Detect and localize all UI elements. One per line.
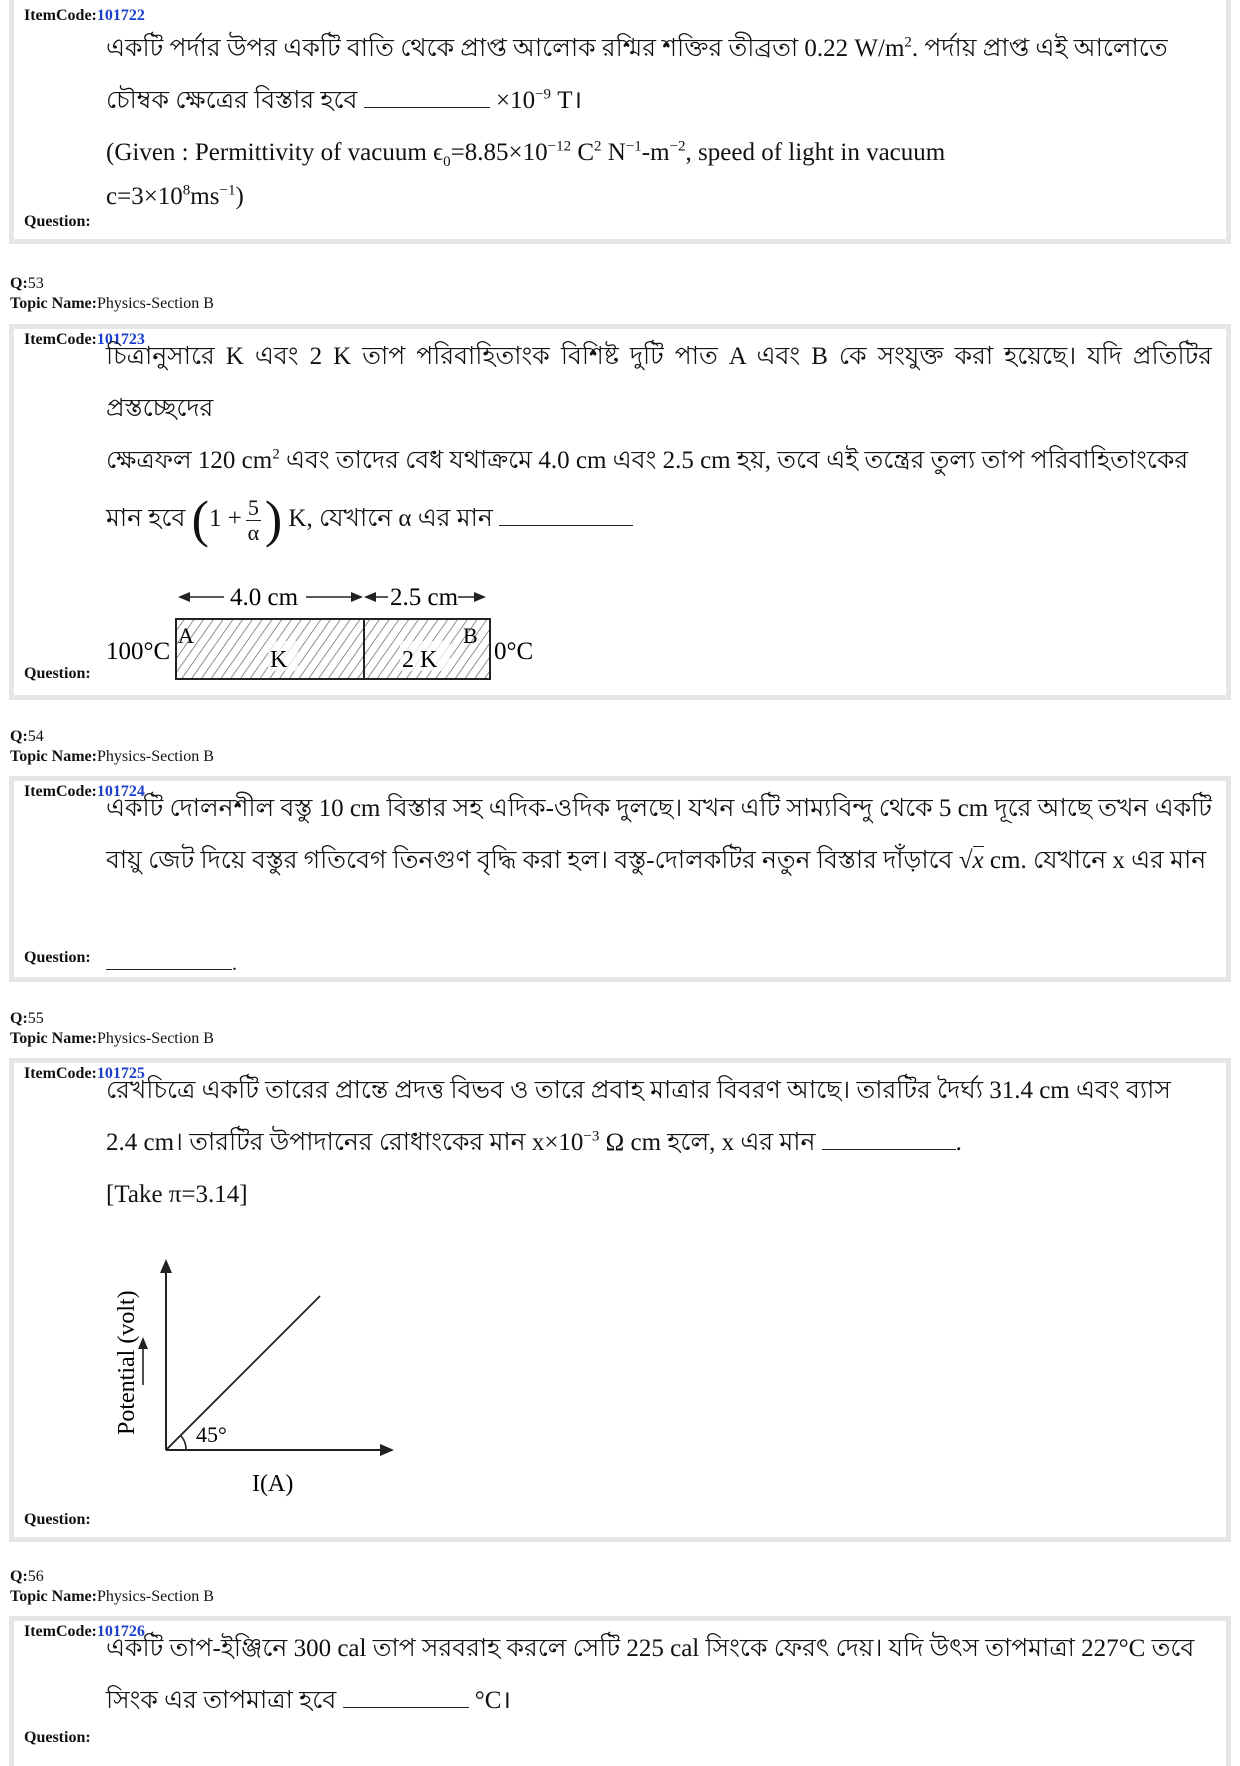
text-line: চিত্রানুসারে K এবং 2 K তাপ পরিবাহিতাংক বিশিষ্ট দুটি পাত A এবং B কে সংযুক্ত করা হয়েছে। যদি প্রতিটির প্রস্তচ্ছেদের [106,343,1212,422]
question-label: Question: [24,665,91,682]
text-line: একটি দোলনশীল বস্তু 10 cm বিস্তার সহ এদিক-ওদিক দুলছে। যখন এটি সাম্যবিন্দু থেকে 5 cm দূরে আছে তখন একটি [106,795,1212,822]
text-line: [Take π=3.14] [106,1181,248,1208]
question-body [106,783,1212,887]
temp-left: 100°C [106,638,171,665]
text-line: বায়ু জেট দিয়ে বস্তুর গতিবেগ তিনগুণ বৃদ্ধি করা হল। বস্তু-দোলকটির নতুন বিস্তার দাঁড়াবে √x cm. যেখানে x এর মান [106,847,1207,874]
conductivity-a: K [270,647,288,673]
y-axis-label: Potential (volt) [114,1290,140,1435]
itemcode: ItemCode:101726 [24,1623,145,1640]
text-line: সিংক এর তাপমাত্রা হবে °C। [106,1687,511,1714]
topic-name: Physics-Section B [96,1588,214,1605]
question-number: 56 [27,1568,44,1585]
topic-name: Physics-Section B [96,1030,214,1047]
question-card-56 [9,1616,1231,1766]
length-label-a: 4.0 cm [230,584,299,611]
itemcode: ItemCode:101723 [24,331,145,348]
slab-label-b: B [463,623,478,648]
answer-blank-line: . [106,953,237,976]
question-body [106,331,1212,551]
question-header-53: Q:53 Topic Name:Physics-Section B [10,275,214,312]
question-card-52 [9,0,1231,244]
sqrt-expression: √x [958,847,984,874]
conductivity-b: 2 K [402,647,438,673]
question-body [106,1623,1212,1727]
question-card-54 [9,776,1231,982]
topic-name: Physics-Section B [96,748,214,765]
text-line: একটি পর্দার উপর একটি বাতি থেকে প্রাপ্ত আলোক রশ্মির শক্তির তীব্রতা 0.22 $W/m^2$. পর্দায় প্রাপ্ত এই আলোতে [106,34,1168,62]
question-header-54: Q:54 Topic Name:Physics-Section B [10,728,214,765]
text-line: (Given : Permittivity of vacuum $\epsilon_0=8.85\times 10^{-12}$ $C^2$ $N^{-1}-m^{-2}$, speed of light in vacuum [106,138,946,170]
question-number: 54 [27,728,44,745]
question-label: Question: [24,1729,91,1746]
question-header-56: Q:56 Topic Name:Physics-Section B [10,1568,214,1605]
x-axis-label: I(A) [252,1471,294,1497]
answer-blank [822,1127,956,1150]
question-label: Question: [24,1511,91,1528]
angle-label: 45° [196,1422,227,1447]
fraction: $\frac{5}{\alpha}$ [247,494,260,545]
itemcode-value: 101722 [96,7,145,24]
question-label: Question: [24,213,91,230]
slab-label-a: A [178,623,194,648]
itemcode: ItemCode:101725 [24,1065,145,1082]
question-number: 55 [27,1010,44,1027]
text-line: ক্ষেত্রফল 120 $cm^2$ এবং তাদের বেধ যথাক্রমে 4.0 cm এবং 2.5 cm হয়, তবে এই তন্ত্রের তুল্য তাপ পরিবাহিতাংকের [106,446,1189,474]
text-line: মান হবে (1 + $\frac{5}{\alpha}$ ) K, যেখানে α এর মান [106,487,1212,551]
text-line: 2.4 cm। তারটির উপাদানের রোধাংকের মান $x\times 10^{-3}$ Ω cm হলে, x এর মান . [106,1128,962,1156]
text-line: $c=3\times 10^8ms^{-1}$) [106,182,244,210]
answer-blank [499,503,633,526]
temp-right: 0°C [494,638,534,665]
potential-current-graph [106,1255,406,1525]
question-header-55: Q:55 Topic Name:Physics-Section B [10,1010,214,1047]
topic-name: Physics-Section B [96,295,214,312]
conductor-slabs-figure [106,577,586,687]
question-body [106,23,1212,215]
question-card-53 [9,324,1231,700]
itemcode-label: ItemCode: [24,7,97,24]
question-number: 53 [27,275,44,292]
question-body [106,1065,1212,1221]
question-label: Question: [24,949,91,966]
answer-blank [364,85,490,108]
length-label-b: 2.5 cm [390,584,459,611]
itemcode: ItemCode:101724 [24,783,145,800]
vi-line [166,1296,320,1450]
answer-blank [343,1685,469,1708]
question-card-55 [9,1058,1231,1542]
text-line: রেখচিত্রে একটি তারের প্রান্তে প্রদত্ত বিভব ও তারে প্রবাহ মাত্রার বিবরণ আছে। তারটির দৈর্ঘ্য 31.4 cm এবং ব্যাস [106,1077,1171,1104]
text-line: চৌম্বক ক্ষেত্রের বিস্তার হবে $\times 10^{-9}$ T। [106,86,583,114]
text-line: একটি তাপ-ইঞ্জিনে 300 cal তাপ সরবরাহ করলে সেটি 225 cal সিংকে ফেরৎ দেয়। যদি উৎস তাপমাত্রা 227°C তবে [106,1635,1195,1662]
